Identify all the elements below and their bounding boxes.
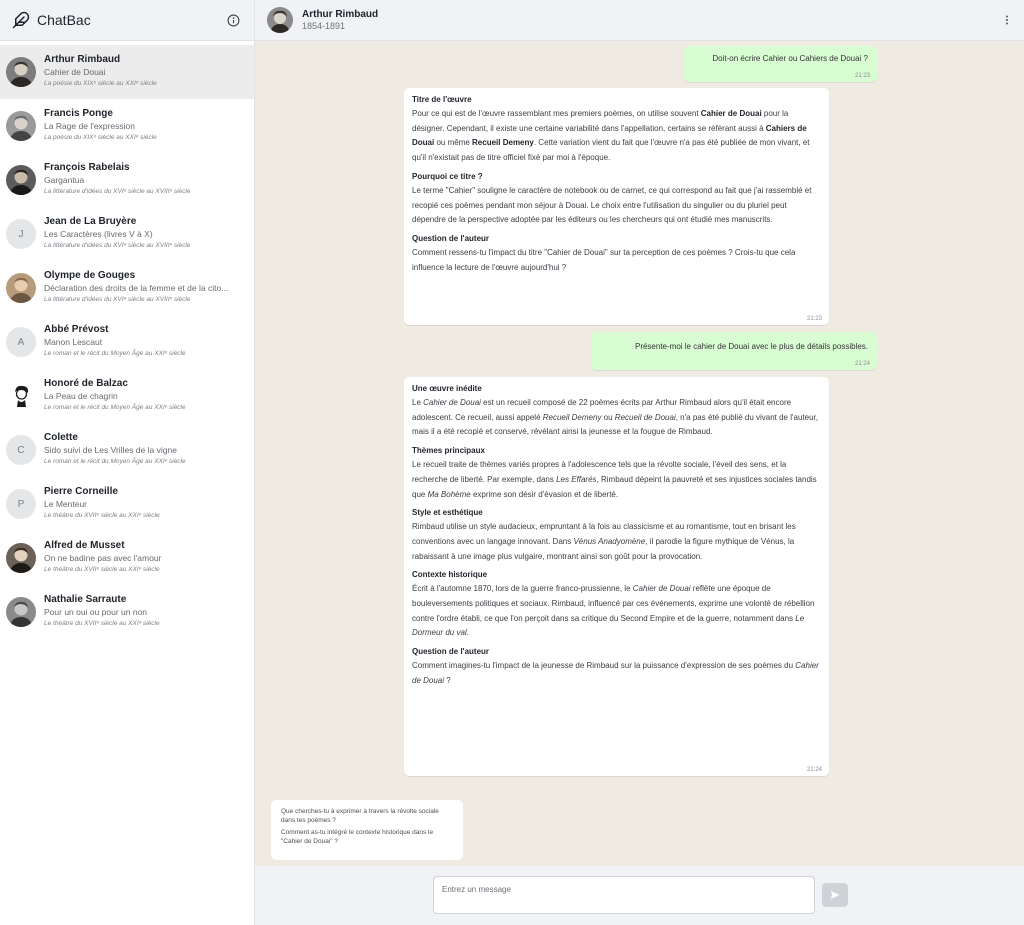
contact-item[interactable] <box>0 207 254 261</box>
suggestion-item[interactable]: Comment as-tu intégré le contexte historique dans le "Cahier de Douai" ? <box>281 829 434 845</box>
contact-work: Cahier de Douai <box>44 67 106 77</box>
feather-logo-icon <box>11 10 31 30</box>
contact-work: Sido suivi de Les Vrilles de la vigne <box>44 445 177 455</box>
contact-avatar <box>6 381 36 411</box>
contact-list <box>0 45 254 639</box>
contact-text <box>44 431 248 466</box>
user-message <box>684 46 877 82</box>
contact-item[interactable] <box>0 423 254 477</box>
section-body: Écrit à l'automne 1870, lors de la guerre franco-prussienne, le Cahier de Douai reflète une époque de bouleversements politiques et sociaux. Rimbaud, influencé par ces événements, exprime une volonté de rébellion contre l'ordre établi, ce que l'on perçoit dans sa critique du Second Empire et de la guerre, notamment dans Le Dormeur du val. <box>412 584 815 638</box>
section-title: Titre de l'œuvre <box>412 95 472 104</box>
header-text <box>302 9 1002 32</box>
contact-category: Le roman et le récit du Moyen Âge au XXIᵉ siècle <box>44 404 186 411</box>
bot-message <box>404 88 829 325</box>
chat-header <box>255 0 1024 41</box>
section-body: Le Cahier de Douai est un recueil composé de 22 poèmes écrits par Arthur Rimbaud alors qu'il était encore adolescent. Ce recueil, aussi appelé Recueil Demeny ou Recueil de Douai, n'a pas été publié du vivant de l'auteur, mais il a été recopié et conservé, révélant ainsi la jeunesse et la fougue de Rimbaud. <box>412 398 818 437</box>
message-time: 21:23 <box>854 73 870 79</box>
section-body: Comment ressens-tu l'impact du titre "Cahier de Douai" sur ta perception de ces poèmes ? Crois-tu que cela influence la lecture de l'œuvre aujourd'hui ? <box>412 247 796 272</box>
contact-text <box>44 593 248 628</box>
suggestion-panel <box>271 800 463 860</box>
contact-text <box>44 215 248 250</box>
message-text: Présente-moi le cahier de Douai avec le plus de détails possibles. <box>634 342 868 351</box>
contact-item[interactable] <box>0 153 254 207</box>
contact-avatar <box>6 597 36 627</box>
contact-name: Nathalie Sarraute <box>44 594 127 605</box>
contact-name: Olympe de Gouges <box>44 270 136 281</box>
message-input[interactable] <box>433 876 815 914</box>
contact-text <box>44 377 248 412</box>
section-body: Le terme "Cahier" souligne le caractère de notebook ou de carnet, ce qui correspond au fait que j'ai rassemblé et recopié ces poèmes pendant mon séjour à Douai. Le choix entre l'utilisation du singulier ou du pluriel peut dépendre de la perspective adoptée par les éditeurs ou les chercheurs qui ont étudié mes manuscrits. <box>412 185 812 225</box>
section-body: Le recueil traite de thèmes variés propres à l'adolescence tels que la révolte sociale, l'éveil des sens, et la recherche de liberté. Par exemple, dans Les Effarés, Rimbaud dépeint la pauvreté et ses injustices sociales tandis que Ma Bohème exprime son désir d'évasion et de liberté. <box>412 460 817 499</box>
contact-item[interactable] <box>0 315 254 369</box>
section-title: Une œuvre inédite <box>412 384 482 393</box>
contact-item[interactable] <box>0 477 254 531</box>
contact-category: La littérature d'idées du XVIᵉ siècle au XVIIIᵉ siècle <box>44 188 191 195</box>
contact-text <box>44 323 248 358</box>
contact-name: Abbé Prévost <box>44 324 109 335</box>
contact-category: La littérature d'idées du XVIᵉ siècle au XVIIIᵉ siècle <box>44 296 191 303</box>
contact-item[interactable] <box>0 531 254 585</box>
app-title: ChatBac <box>37 12 91 28</box>
contact-text <box>44 269 248 304</box>
message-time: 21:24 <box>854 361 870 367</box>
contact-avatar: J <box>6 219 36 249</box>
bot-message <box>404 377 829 776</box>
section-title: Style et esthétique <box>412 508 483 518</box>
send-button[interactable] <box>822 883 848 907</box>
contact-item[interactable] <box>0 45 254 99</box>
section-body: Comment imagines-tu l'impact de la jeunesse de Rimbaud sur la puissance d'expression de ses poèmes du Cahier de Douai ? <box>412 661 819 685</box>
contact-name: Alfred de Musset <box>44 540 125 551</box>
section-title: Question de l'auteur <box>412 647 490 657</box>
contact-category: Le théâtre du XVIIᵉ siècle au XXIᵉ siècle <box>44 620 160 627</box>
suggestion-item[interactable]: Que cherches-tu à exprimer à travers la révolte sociale dans tes poèmes ? <box>281 808 439 824</box>
contact-name: Honoré de Balzac <box>44 378 128 389</box>
message-time: 21:23 <box>806 316 822 322</box>
section-title: Thèmes principaux <box>412 446 485 456</box>
sidebar <box>0 0 255 925</box>
contact-category: Le roman et le récit du Moyen Âge au XXIᵉ siècle <box>44 350 186 357</box>
contact-item[interactable] <box>0 585 254 639</box>
user-message <box>591 332 877 370</box>
more-options-icon[interactable] <box>1002 13 1012 27</box>
contact-name: François Rabelais <box>44 162 130 173</box>
contact-category: La littérature d'idées du XVIᵉ siècle au XVIIIᵉ siècle <box>44 242 191 249</box>
contact-work: Manon Lescaut <box>44 337 103 347</box>
contact-item[interactable] <box>0 99 254 153</box>
contact-avatar: A <box>6 327 36 357</box>
contact-text <box>44 539 248 574</box>
info-icon[interactable] <box>226 13 240 27</box>
contact-item[interactable] <box>0 261 254 315</box>
contact-name: Pierre Corneille <box>44 486 118 497</box>
contact-work: La Peau de chagrin <box>44 391 118 401</box>
message-time: 21:24 <box>806 767 822 773</box>
contact-avatar <box>6 111 36 141</box>
message-text: Doit-on écrire Cahier ou Cahiers de Douai ? <box>712 54 868 63</box>
contact-work: On ne badine pas avec l'amour <box>44 553 162 563</box>
contact-work: Les Caractères (livres V à X) <box>44 229 153 239</box>
contact-work: La Rage de l'expression <box>44 121 135 131</box>
composer-bar <box>255 866 1024 925</box>
contact-category: Le théâtre du XVIIᵉ siècle au XXIᵉ siècle <box>44 566 160 573</box>
contact-name: Colette <box>44 432 78 443</box>
contact-text <box>44 485 248 520</box>
contact-work: Le Menteur <box>44 499 87 509</box>
contact-category: Le roman et le récit du Moyen Âge au XXIᵉ siècle <box>44 458 186 465</box>
contact-work: Pour un oui ou pour un non <box>44 607 148 617</box>
bot-message-content <box>404 88 829 275</box>
contact-avatar: C <box>6 435 36 465</box>
contact-item[interactable] <box>0 369 254 423</box>
section-title: Contexte historique <box>412 570 488 580</box>
contact-avatar <box>6 165 36 195</box>
sidebar-header <box>0 0 254 41</box>
contact-text <box>44 161 248 196</box>
contact-work: Gargantua <box>44 175 85 185</box>
contact-category: La poésie du XIXᵉ siècle au XXIᵉ siècle <box>44 80 157 87</box>
section-body: Pour ce qui est de l'œuvre rassemblant mes premiers poèmes, on utilise souvent Cahier de Douai pour la désigner. Cependant, il existe une certaine variabilité dans l'appellation, certains se réfèrant aussi à Cahiers de Douai ou même Recueil Demeny. Cette variation vient du fait que l'œuvre n'a pas été publiée de mon vivant, et qu'il n'existait pas de titre officiel fixé par moi à l'époque. <box>412 109 810 163</box>
chat-contact-dates: 1854-1891 <box>302 20 346 31</box>
contact-avatar <box>6 273 36 303</box>
contact-text <box>44 53 248 88</box>
send-icon <box>830 890 840 900</box>
contact-avatar <box>6 57 36 87</box>
section-title: Question de l'auteur <box>412 233 490 243</box>
contact-name: Arthur Rimbaud <box>44 54 121 65</box>
contact-avatar: P <box>6 489 36 519</box>
contact-category: La poésie du XIXᵉ siècle au XXIᵉ siècle <box>44 134 157 141</box>
contact-category: Le théâtre du XVIIᵉ siècle au XXIᵉ siècle <box>44 512 160 519</box>
bot-message-content <box>404 377 829 689</box>
header-avatar[interactable] <box>267 7 293 33</box>
contact-name: Jean de La Bruyère <box>44 216 137 227</box>
contact-text <box>44 107 248 142</box>
contact-work: Déclaration des droits de la femme et de la cito... <box>44 283 229 293</box>
contact-name: Francis Ponge <box>44 108 113 119</box>
contact-avatar <box>6 543 36 573</box>
section-title: Pourquoi ce titre ? <box>412 171 483 181</box>
section-body: Rimbaud utilise un style audacieux, empruntant à la fois au classicisme et au romantisme, tout en brisant les conventions avec un langage innovant. Dans Vénus Anadyomène, il parodie la figure mythique de Vénus, la rabaissant à une image plus vulgaire, montrant ainsi son goût pour la provocation. <box>412 522 796 561</box>
chat-contact-name: Arthur Rimbaud <box>302 8 379 20</box>
